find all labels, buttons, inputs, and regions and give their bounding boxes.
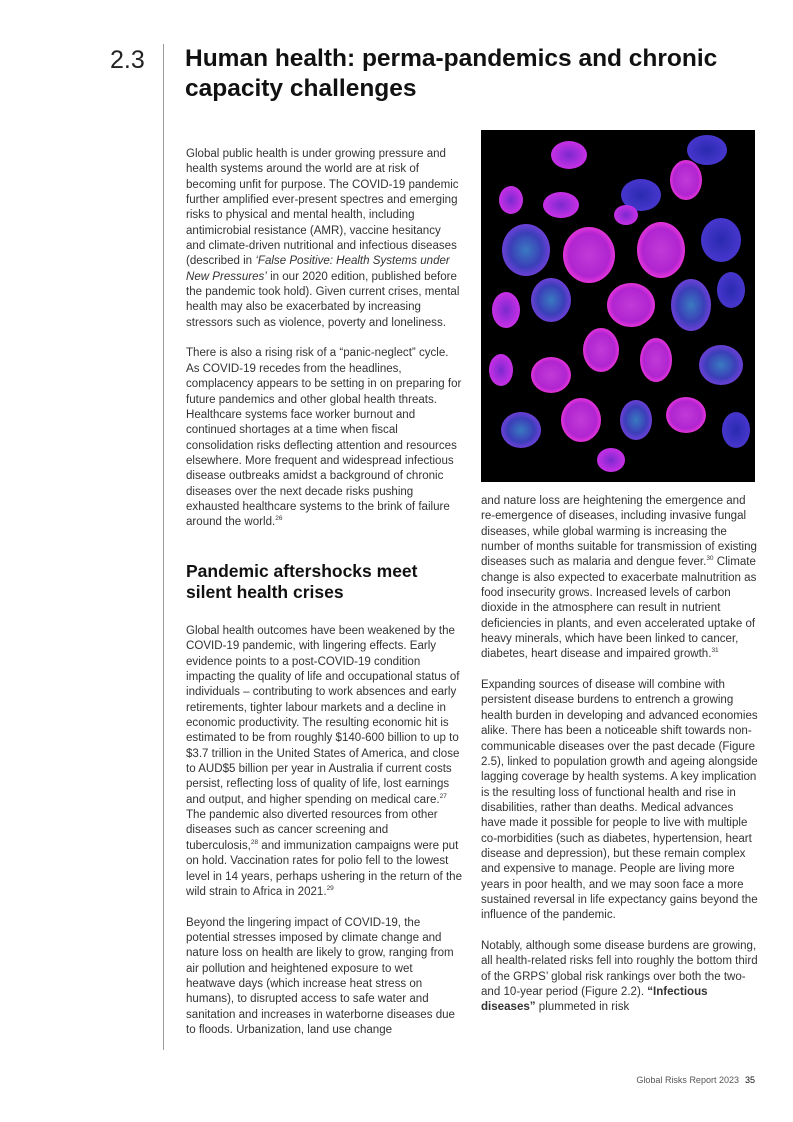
body-paragraph: [481, 939, 761, 1016]
intro-paragraph-2: [186, 346, 462, 530]
cell-nucleus: [563, 227, 615, 283]
cell-nucleus: [687, 135, 727, 165]
cell-nucleus: [666, 397, 706, 433]
cell-nucleus: [531, 357, 571, 393]
cell-nucleus: [640, 338, 672, 382]
cell-nucleus: [492, 292, 520, 328]
cell-nucleus: [489, 354, 513, 386]
cell-nucleus: [614, 205, 638, 225]
cell-nucleus: [701, 218, 741, 262]
cell-nucleus: [637, 222, 685, 278]
text: and immunization campaigns were put on hold. Vaccination rates for polio fell to the lowest level in 14 years, perhaps ushering in the return of the wild strain to Africa in 2021.: [186, 839, 463, 898]
footnote-ref[interactable]: 26: [275, 515, 283, 523]
footnote-ref[interactable]: 30: [706, 555, 714, 563]
cell-nucleus: [670, 160, 702, 200]
page-title: Human health: perma-pandemics and chronic capacity challenges: [185, 45, 718, 102]
cell-nucleus: [561, 398, 601, 442]
cell-microscopy-image: [481, 130, 755, 482]
body-paragraph: [481, 494, 761, 663]
cells-illustration: [481, 130, 755, 482]
text: Beyond the lingering impact of COVID-19, the potential stresses imposed by climate change and nature loss on health are likely to grow, ranging from air pollution and heightened exposure to wet heatwave days (which increase heat stress on humans), to disrupted access to safe water and sanitation and increases in waterborne diseases due to floods. Urbanization, land use change: [186, 916, 455, 1036]
subsection-heading: Pandemic aftershocks meet silent health crises: [186, 561, 418, 602]
cell-nucleus: [501, 412, 541, 448]
text: plummeted in risk: [535, 1001, 630, 1014]
report-name: Global Risks Report 2023: [636, 1075, 739, 1085]
intro-column: [186, 147, 462, 546]
footnote-ref[interactable]: 31: [711, 647, 719, 655]
cell-nucleus: [717, 272, 745, 308]
page-number: 35: [744, 1075, 755, 1085]
text: There is also a rising risk of a “panic-neglect” cycle. As COVID-19 recedes from the headlines, complacency appears to be setting in on preparing for future pandemics and other global health threats. Healthcare systems face worker burnout and continued shortages at a time when fiscal consolidation risks deflecting attention and resources elsewhere. More frequent and widespread infectious disease outbreaks amidst a background of chronic diseases over the next decade risks pushing exhausted healthcare systems to the brink of failure around the world.: [186, 347, 462, 529]
text: and nature loss are heightening the emergence and re-emergence of diseases, including invasive fungal diseases, while global warming is increasing the number of months suitable for transmission of existing diseases such as malaria and dengue fever.: [481, 495, 757, 569]
text: Notably, although some disease burdens are growing, all health-related risks fell into roughly the bottom third of the GRPS’ global risk rankings over both the two- and 10-year period (Figure 2.2).: [481, 939, 758, 998]
body-paragraph: [186, 916, 462, 1039]
emphasis: “Infectious diseases”: [481, 986, 708, 1014]
cell-nucleus: [607, 283, 655, 327]
intro-paragraph-1: [186, 147, 462, 331]
cell-nucleus: [499, 186, 523, 214]
footnote-ref[interactable]: 27: [439, 792, 447, 800]
body-paragraph: [481, 678, 761, 924]
cell-nucleus: [531, 278, 571, 322]
text: Global health outcomes have been weakened by the COVID-19 pandemic, with lingering effects. Early evidence points to a post-COVID-19 condition impacting the quality of life and occupational status of individuals – contributing to work absences and early retirements, tighter labour markets and a decline in economic productivity. The resulting economic hit is estimated to be from roughly $140-600 billion to up to $3.7 trillion in the United States of America, and close to AUD$5 billion per year in Australia if current costs persist, reflecting loss of quality of life, lost earnings and output, and higher spending on medical care.: [186, 625, 460, 806]
section-divider: [163, 44, 164, 1050]
text: The pandemic also diverted resources from other diseases such as cancer screening and tuberculosis,: [186, 809, 438, 852]
text: in our 2020 edition, published before the pandemic took hold). Given current crises, mental health may also be exacerbated by increasing stressors such as violence, poverty and loneliness.: [186, 270, 460, 329]
body-column-right: [481, 494, 761, 1031]
cell-nucleus: [620, 400, 652, 440]
footnote-ref[interactable]: 28: [250, 838, 259, 846]
cell-nucleus: [551, 141, 587, 169]
cell-nucleus: [502, 224, 550, 276]
cell-nucleus: [597, 448, 625, 472]
text: Climate change is also expected to exacerbate malnutrition as food insecurity grows. Increased levels of carbon dioxide in the atmosphere can result in nutrient deficiencies in plants, and even accelerated uptake of heavy minerals, which have been linked to cancer, diabetes, heart disease and impaired growth.: [481, 556, 757, 661]
cell-nucleus: [671, 279, 711, 331]
publication-title: ‘False Positive: Health Systems under New Pressures’: [186, 255, 450, 283]
body-paragraph: [186, 624, 462, 900]
section-number: 2.3: [110, 46, 145, 74]
cell-nucleus: [699, 345, 743, 385]
cell-nucleus: [722, 412, 750, 448]
text: Expanding sources of disease will combine with persistent disease burdens to entrench a growing health burden in developing and advanced economies alike. There has been a noticeable shift towards non-communicable diseases over the past decade (Figure 2.5), linked to population growth and ageing alongside lagging coverage by health systems. A key implication is the resulting loss of functional health and rise in disabilities, rather than deaths. Medical advances have made it possible for people to live with multiple co-morbidities (such as diabetes, hypertension, heart disease and depression), but these remain complex and expensive to manage. People are living more years in poor health, and we may soon face a more sustained reversal in life expectancy gains beyond the influence of the pandemic.: [481, 679, 758, 922]
page-footer: [636, 1075, 755, 1085]
footnote-ref[interactable]: 29: [326, 884, 334, 892]
text: Global public health is under growing pressure and health systems around the world are at risk of becoming unfit for purpose. The COVID-19 pandemic further amplified ever-present spectres and emerging risks to physical and mental health, including antimicrobial resistance (AMR), vaccine hesitancy and climate-driven nutritional and infectious diseases (described in: [186, 148, 459, 268]
body-column-left: [186, 624, 462, 1054]
cell-nucleus: [583, 328, 619, 372]
cell-nucleus: [543, 192, 579, 218]
